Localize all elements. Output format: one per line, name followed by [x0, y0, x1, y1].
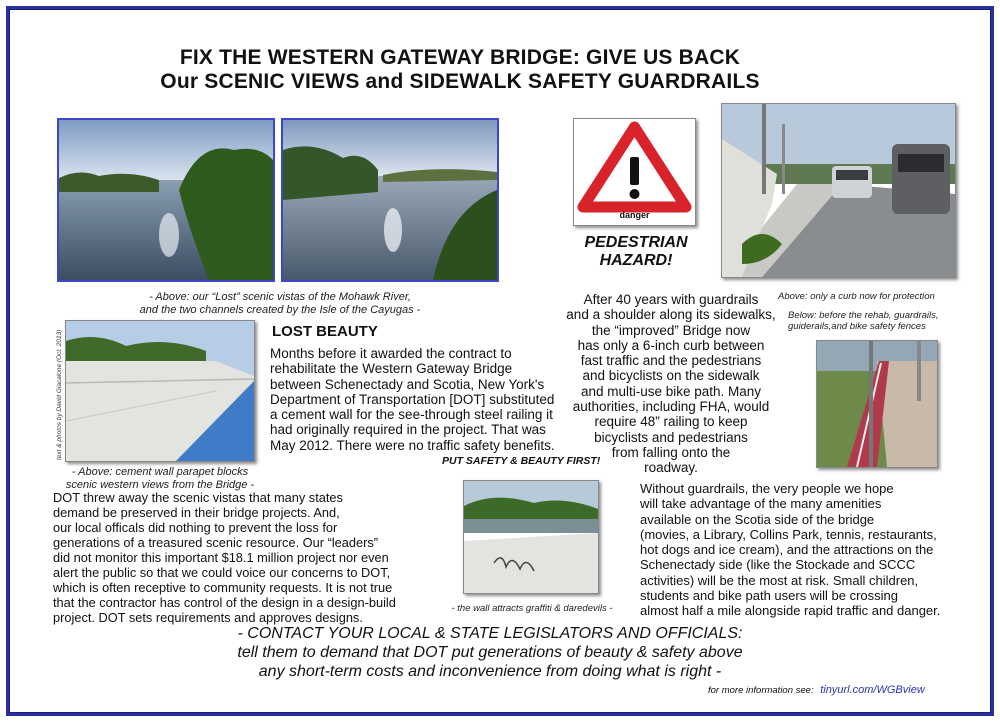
curb-caption: Above: only a curb now for protection: [778, 291, 935, 302]
wall-photo: [65, 320, 255, 462]
photo-credit: text & photos by David Giacalone (Oct. 2013): [56, 329, 63, 460]
graffiti-wall-scene-icon: [464, 481, 598, 593]
poster-title: [80, 46, 840, 94]
dot-text: DOT threw away the scenic vistas that many states demand be preserved in their bridge projects. And, our local officals did nothing to prevent the loss for generations of a treasured scenic resource. Our “leaders” did not monitor this important $18.1 million project nor even alert the public so that we could voice our concerns to DOT, which is often receptive to community requests. It is not true that the contractor has control of the design in a design-build project. DOT sets requirements and approves designs.: [53, 490, 396, 625]
title-line-1: FIX THE WESTERN GATEWAY BRIDGE: GIVE US BACK: [179, 46, 741, 69]
cement-wall-scene-icon: [66, 321, 254, 461]
contact-line-2: tell them to demand that DOT put generations of beauty & safety above: [237, 644, 743, 661]
river-photo-right: [281, 118, 499, 282]
bridge-traffic-scene-icon: [722, 104, 955, 277]
danger-label: danger: [619, 210, 650, 220]
more-info-label: for more information see:: [708, 685, 814, 696]
river-caption: - Above: our “Lost” scenic vistas of the Mohawk River, and the two channels created by the Isle of the Cayugas -: [139, 291, 421, 316]
wall-caption: - Above: cement wall parapet blocks scenic western views from the Bridge -: [65, 466, 255, 491]
river-scene-right-icon: [283, 120, 497, 280]
put-safety-slogan: PUT SAFETY & BEAUTY FIRST!: [442, 455, 601, 467]
guardrails-text: After 40 years with guardrails and a shoulder along its sidewalks, the “improved” Bridge now has only a 6-inch curb between fast traffic and the pedestrians and bicyclists on the sidewalk and multi-use bike path. Many authorities, including FHA, would require 48” railing to keep bicyclists and pedestrians from falling onto the roadway.: [566, 292, 776, 476]
contact-line-1: - CONTACT YOUR LOCAL & STATE LEGISLATORS AND OFFICIALS:: [237, 625, 743, 642]
before-caption: Below: before the rehab, guardrails, guiderails,and bike safety fences: [788, 310, 939, 332]
guardrails-before-photo: [816, 340, 938, 468]
more-info: [708, 684, 925, 696]
more-info-link[interactable]: tinyurl.com/WGBview: [820, 684, 925, 696]
traffic-photo: [721, 103, 956, 278]
title-line-2: Our SCENIC VIEWS and SIDEWALK SAFETY GUARDRAILS: [160, 70, 760, 93]
amenities-text: Without guardrails, the very people we hope will take advantage of the many amenities available on the Scotia side of the bridge (movies, a Library, Collins Park, tennis, restaurants, hot dogs and ice cream), and the attractions on the Schenectady side (like the Stockade and SCCC activities) will be the most at risk. Small children, students and bike path users will be crossing almost half a mile alongside rapid traffic and danger.: [640, 481, 941, 619]
river-photo-left: [57, 118, 275, 282]
graffiti-photo: [463, 480, 599, 594]
danger-sign-photo: [573, 118, 696, 226]
graffiti-caption: - the wall attracts graffiti & daredevils -: [451, 603, 613, 614]
lost-beauty-heading: LOST BEAUTY: [272, 323, 378, 340]
pedestrian-hazard: PEDESTRIAN HAZARD!: [584, 234, 688, 269]
old-guardrail-scene-icon: [817, 341, 937, 467]
river-scene-left-icon: [59, 120, 273, 280]
lost-beauty-body: Months before it awarded the contract to rehabilitate the Western Gateway Bridge between Schenectady and Scotia, New York's Department of Transportation [DOT] substituted a cement wall for the see-through steel railing it had originally required in the project. That was May 2012. There were no traffic safety benefits.: [270, 346, 555, 453]
contact-block: [130, 624, 850, 681]
contact-line-3: any short-term costs and inconvenience from doing what is right -: [258, 663, 722, 680]
